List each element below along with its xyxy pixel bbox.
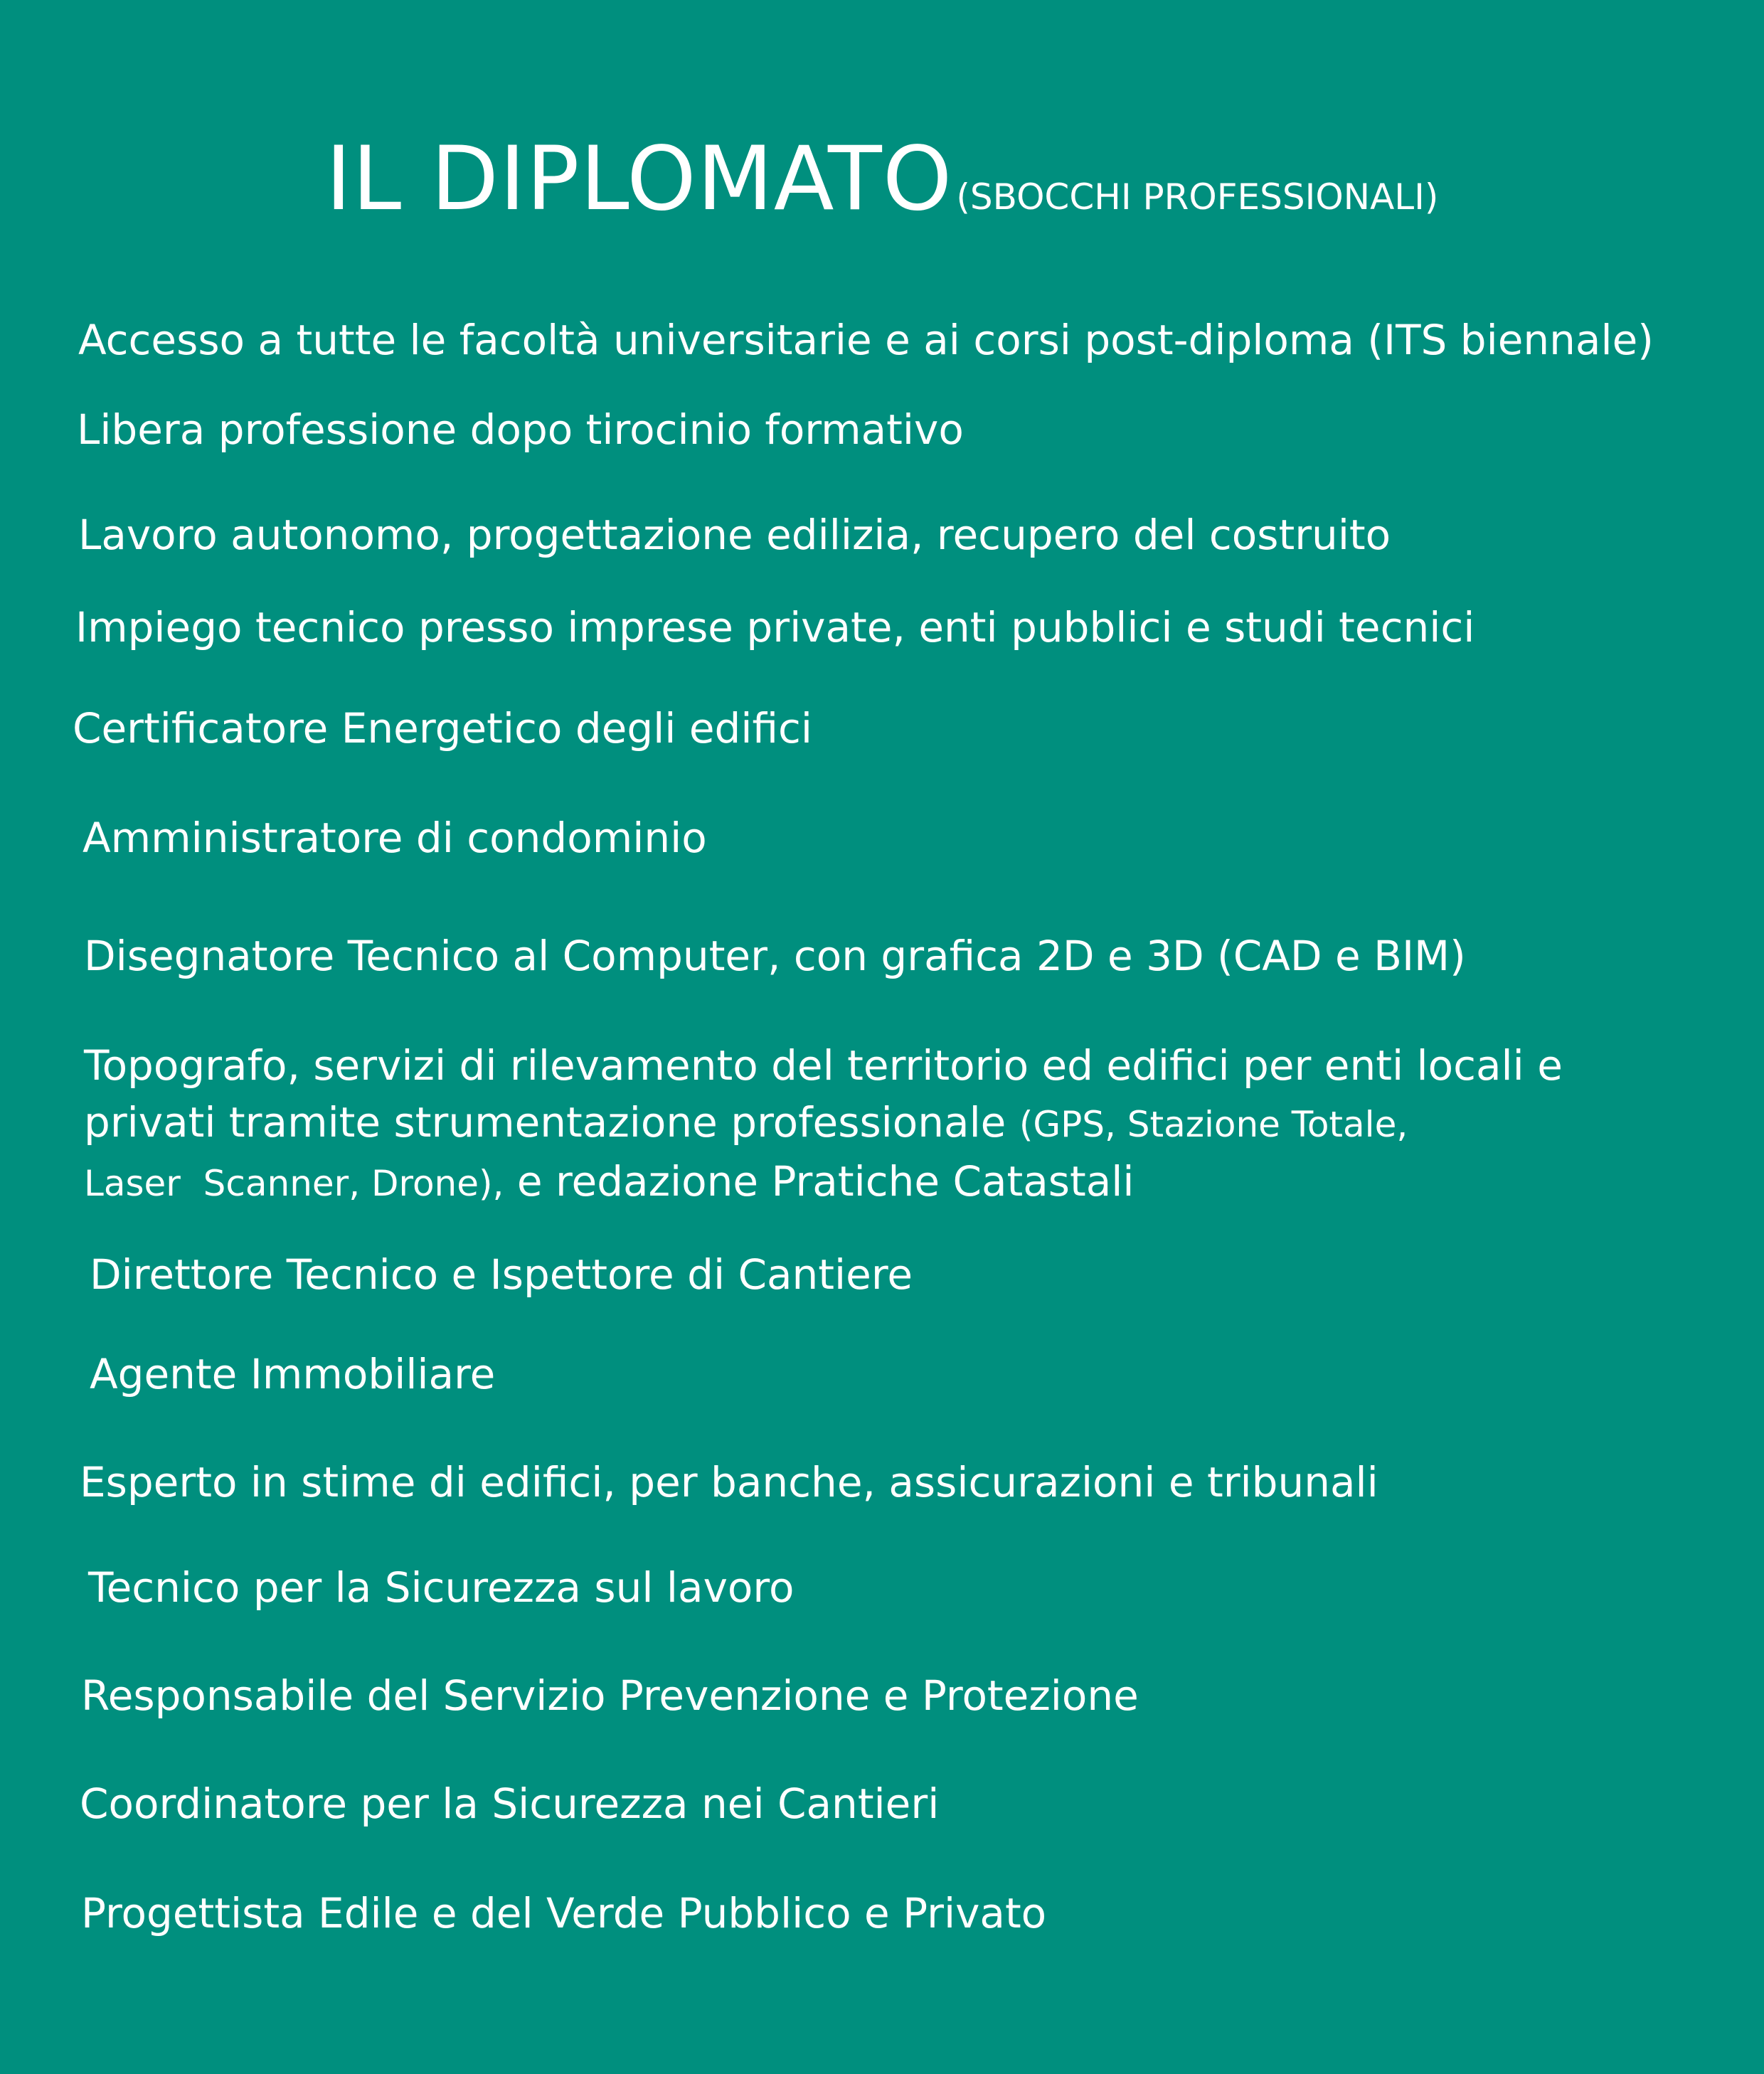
- list-item-university-access: Accesso a tutte le facoltà universitarie e ai corsi post-diploma (ITS biennale): [78, 316, 1654, 364]
- topografo-line-3-main: e redazione Pratiche Catastali: [516, 1157, 1135, 1206]
- title-main: IL DIPLOMATO: [325, 128, 953, 230]
- list-item-disegnatore: Disegnatore Tecnico al Computer, con grafica 2D e 3D (CAD e BIM): [84, 932, 1466, 980]
- topografo-line-1: Topografo, servizi di rilevamento del territorio ed edifici per enti locali e: [84, 1041, 1563, 1090]
- topografo-line-2-main: privati tramite strumentazione professionale: [84, 1098, 1006, 1147]
- topografo-line-2: [84, 1094, 1563, 1153]
- list-item-impiego-tecnico: Impiego tecnico presso imprese private, enti pubblici e studi tecnici: [75, 603, 1475, 652]
- topografo-line-2-small: (GPS, Stazione Totale,: [1019, 1104, 1408, 1145]
- topografo-line-3-small: Laser Scanner, Drone),: [84, 1163, 504, 1204]
- page-title: [0, 128, 1764, 230]
- list-item-certificatore: Certificatore Energetico degli edifici: [73, 704, 812, 753]
- topografo-line-3: [84, 1153, 1563, 1212]
- list-item-agente-immobiliare: Agente Immobiliare: [90, 1350, 496, 1398]
- list-item-lavoro-autonomo: Lavoro autonomo, progettazione edilizia, recupero del costruito: [78, 511, 1391, 559]
- list-item-progettista: Progettista Edile e del Verde Pubblico e Privato: [81, 1889, 1047, 1937]
- list-item-direttore-tecnico: Direttore Tecnico e Ispettore di Cantiere: [90, 1250, 913, 1299]
- title-subtitle: (SBOCCHI PROFESSIONALI): [956, 176, 1439, 218]
- list-item-amministratore: Amministratore di condominio: [83, 814, 707, 862]
- list-item-rspp: Responsabile del Servizio Prevenzione e Protezione: [81, 1671, 1139, 1720]
- list-item-libera-professione: Libera professione dopo tirocinio formativo: [77, 405, 964, 454]
- list-item-tecnico-sicurezza: Tecnico per la Sicurezza sul lavoro: [88, 1563, 795, 1612]
- list-item-topografo: [84, 1037, 1563, 1212]
- list-item-esperto-stime: Esperto in stime di edifici, per banche, assicurazioni e tribunali: [80, 1458, 1378, 1506]
- list-item-coordinatore-sicurezza: Coordinatore per la Sicurezza nei Cantieri: [80, 1780, 940, 1828]
